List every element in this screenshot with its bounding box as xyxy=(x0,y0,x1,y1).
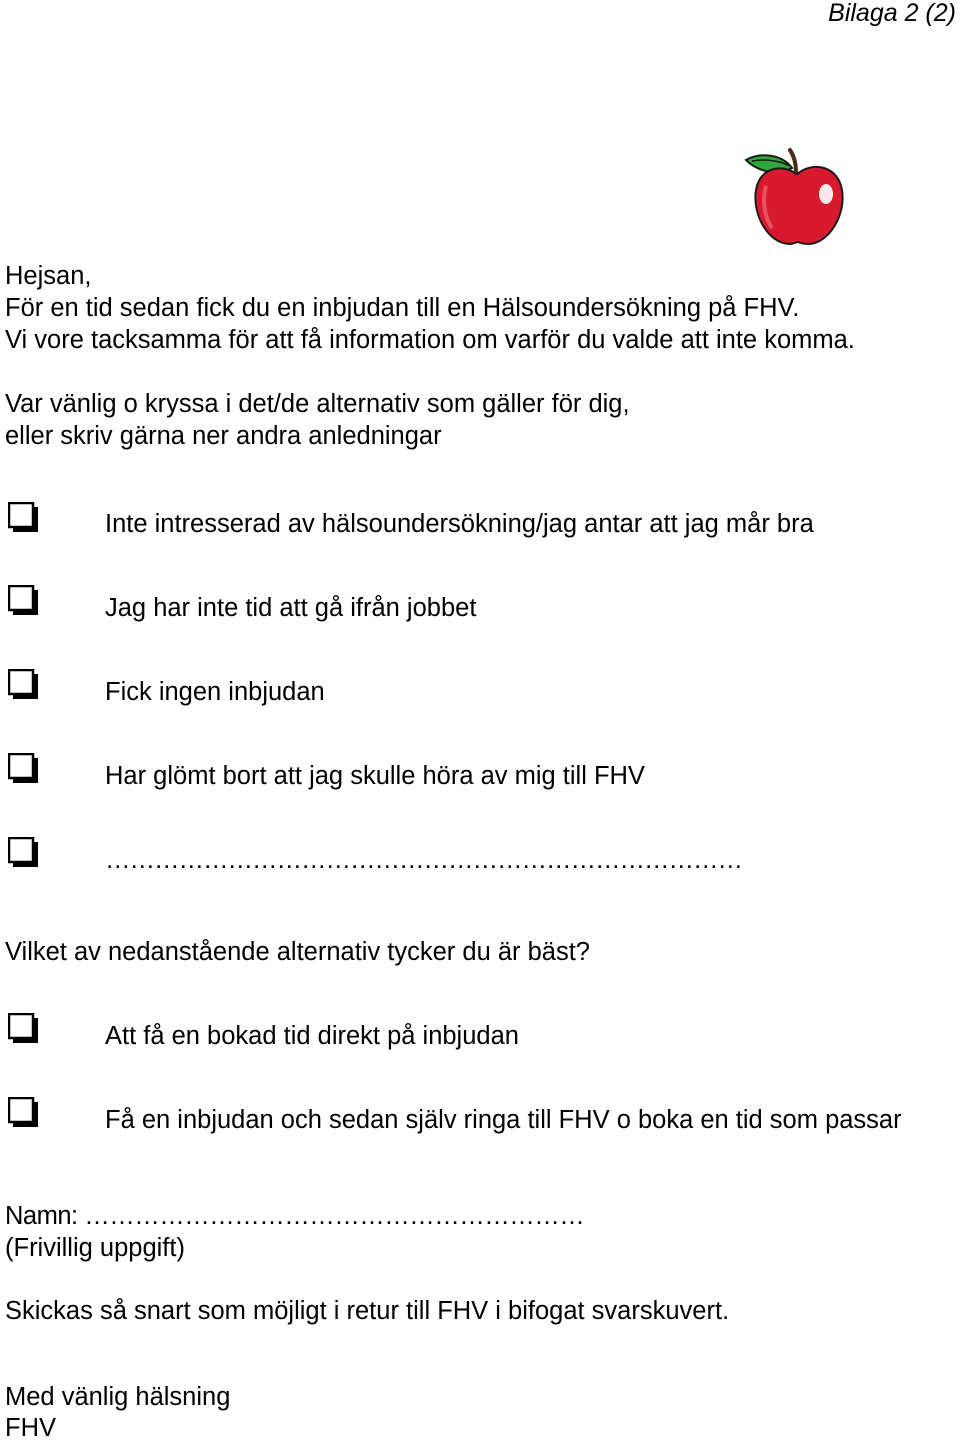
intro-line-2: Vi vore tacksamma för att få information om varför du valde att inte komma. xyxy=(5,326,855,354)
checkbox-preference-2[interactable] xyxy=(8,1097,39,1128)
preference-question: Vilket av nedanstående alternativ tycker du är bäst? xyxy=(5,938,590,966)
instruction-line-1: Var vänlig o kryssa i det/de alternativ som gäller för dig, xyxy=(5,390,630,418)
reason-other-line[interactable]: …………………………………………………………………… xyxy=(105,846,742,874)
checkbox-reason-3[interactable] xyxy=(8,669,39,700)
intro-line-1: För en tid sedan fick du en inbjudan till en Hälsoundersökning på FHV. xyxy=(5,294,800,322)
checkbox-reason-2[interactable] xyxy=(8,585,39,616)
reason-label-2: Jag har inte tid att gå ifrån jobbet xyxy=(105,594,477,622)
name-field[interactable]: Namn: …………………………………………………… xyxy=(5,1202,585,1230)
checkbox-reason-1[interactable] xyxy=(8,502,39,533)
greeting: Hejsan, xyxy=(5,262,92,290)
reason-label-4: Har glömt bort att jag skulle höra av mig till FHV xyxy=(105,762,645,790)
apple-icon xyxy=(742,146,850,250)
preference-label-1: Att få en bokad tid direkt på inbjudan xyxy=(105,1022,519,1050)
return-note: Skickas så snart som möjligt i retur till FHV i bifogat svarskuvert. xyxy=(5,1297,730,1325)
closing-signature: FHV xyxy=(5,1414,56,1442)
name-note: (Frivillig uppgift) xyxy=(5,1234,185,1262)
reason-label-3: Fick ingen inbjudan xyxy=(105,678,325,706)
preference-label-2: Få en inbjudan och sedan själv ringa till FHV o boka en tid som passar xyxy=(105,1106,902,1134)
checkbox-reason-other[interactable] xyxy=(8,837,39,868)
reason-label-1: Inte intresserad av hälsoundersökning/jag antar att jag mår bra xyxy=(105,510,814,538)
page-label: Bilaga 2 (2) xyxy=(828,0,956,27)
closing-line-1: Med vänlig hälsning xyxy=(5,1383,231,1411)
checkbox-reason-4[interactable] xyxy=(8,753,39,784)
checkbox-preference-1[interactable] xyxy=(8,1013,39,1044)
instruction-line-2: eller skriv gärna ner andra anledningar xyxy=(5,422,442,450)
